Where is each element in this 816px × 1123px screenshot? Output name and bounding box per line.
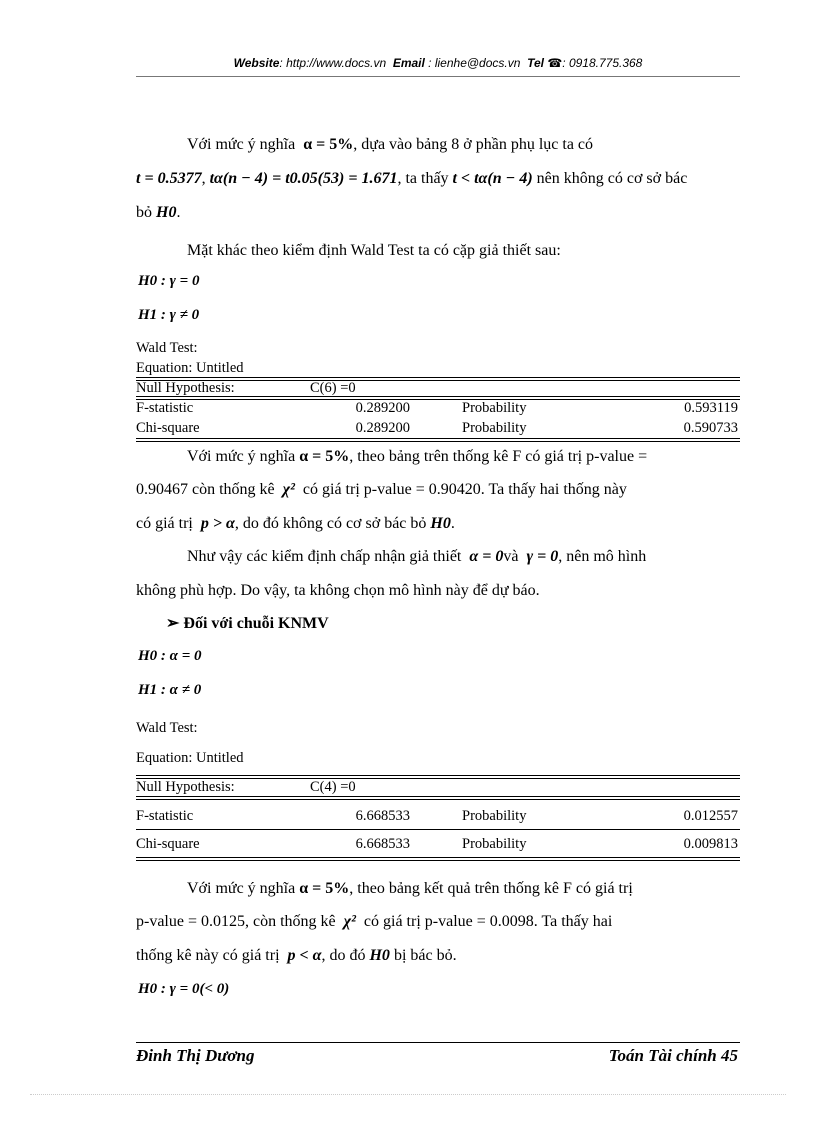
formula-ineq: t < tα(n − 4) xyxy=(452,170,533,187)
formula-alpha: α = 5% xyxy=(303,136,354,153)
wald-1-equation: Equation: Untitled xyxy=(136,360,244,376)
tel-value: : 0918.775.368 xyxy=(562,56,643,70)
table-row: Chi-square 6.668533 Probability 0.009813 xyxy=(136,836,738,852)
formula-h0: H0 xyxy=(156,204,177,221)
wald-2-row-rule xyxy=(136,829,740,830)
header-divider xyxy=(136,76,740,77)
paragraph-1-line-2: t = 0.5377, tα(n − 4) = t0.05(53) = 1.671, ta thấy t < tα(n − 4) nên không có cơ sở bác xyxy=(136,170,688,187)
formula-t: t = 0.5377 xyxy=(136,170,202,187)
email-label: Email xyxy=(392,56,425,70)
paragraph-2: Mặt khác theo kiểm định Wald Test ta có cặp giả thiết sau: xyxy=(187,242,561,259)
paragraph-5-line-2: p-value = 0.0125, còn thống kê χ² có giá trị p-value = 0.0098. Ta thấy hai xyxy=(136,913,613,930)
website-value[interactable]: : http://www.docs.vn xyxy=(279,56,387,70)
section-heading: ➢ Đối với chuỗi KNMV xyxy=(166,615,329,632)
wald-1-null-row: Null Hypothesis: C(6) =0 xyxy=(136,380,356,396)
footer-divider xyxy=(136,1042,740,1043)
formula-h0: H0 xyxy=(369,947,390,964)
hypothesis-2-h0: H0 : α = 0 xyxy=(138,648,202,664)
website-label: Website xyxy=(233,56,280,70)
wald-2-null-row: Null Hypothesis: C(4) =0 xyxy=(136,779,356,795)
table-row: F-statistic 6.668533 Probability 0.012557 xyxy=(136,808,738,824)
paragraph-5-line-1: Với mức ý nghĩa α = 5%, theo bảng kết quả trên thống kê F có giá trị xyxy=(187,880,633,897)
footer-author: Đinh Thị Dương xyxy=(136,1046,255,1065)
paragraph-1-line-3: bỏ H0. xyxy=(136,204,181,221)
table-row: F-statistic 0.289200 Probability 0.593119 xyxy=(136,400,738,416)
page-bottom-border xyxy=(30,1094,786,1095)
formula-chi-square: χ² xyxy=(282,481,295,498)
formula-chi-square: χ² xyxy=(343,913,356,930)
hypothesis-2-h1: H1 : α ≠ 0 xyxy=(138,682,202,698)
tel-label: Tel xyxy=(527,56,544,70)
wald-1-title: Wald Test: xyxy=(136,340,198,356)
page-header xyxy=(136,56,740,70)
formula-ineq: p > α xyxy=(200,515,235,532)
wald-2-mid-rule xyxy=(136,796,740,800)
paragraph-3-line-1: Với mức ý nghĩa α = 5%, theo bảng trên thống kê F có giá trị p-value = xyxy=(187,448,648,465)
formula-gamma-zero: γ = 0 xyxy=(526,548,559,565)
email-value[interactable]: : lienhe@docs.vn xyxy=(428,56,521,70)
formula-alpha-zero: α = 0 xyxy=(469,548,504,565)
paragraph-4-line-2: không phù hợp. Do vậy, ta không chọn mô hình này để dự báo. xyxy=(136,582,540,599)
formula-ineq: p < α xyxy=(287,947,322,964)
arrow-bullet-icon: ➢ xyxy=(166,615,180,632)
paragraph-5-line-3: thống kê này có giá trị p < α, do đó H0 bị bác bỏ. xyxy=(136,947,457,964)
wald-2-equation: Equation: Untitled xyxy=(136,750,244,766)
page-footer xyxy=(136,1046,740,1066)
formula-h0: H0 xyxy=(430,515,451,532)
table-row: Chi-square 0.289200 Probability 0.590733 xyxy=(136,420,738,436)
formula-alpha: α = 5% xyxy=(299,880,350,897)
formula-talpha: tα(n − 4) = t0.05(53) = 1.671 xyxy=(209,170,398,187)
formula-alpha: α = 5% xyxy=(299,448,350,465)
phone-icon: ☎ xyxy=(547,56,563,70)
wald-2-bottom-rule xyxy=(136,857,740,861)
footer-course: Toán Tài chính 45 xyxy=(608,1046,738,1065)
paragraph-3-line-3: có giá trị p > α, do đó không có cơ sở bác bỏ H0. xyxy=(136,515,455,532)
paragraph-4-line-1: Như vậy các kiểm định chấp nhận giả thiết α = 0và γ = 0, nên mô hình xyxy=(187,548,647,565)
wald-2-title: Wald Test: xyxy=(136,720,198,736)
hypothesis-1-h1: H1 : γ ≠ 0 xyxy=(138,307,200,323)
paragraph-3-line-2: 0.90467 còn thống kê χ² có giá trị p-value = 0.90420. Ta thấy hai thống này xyxy=(136,481,627,498)
hypothesis-3-h0: H0 : γ = 0(< 0) xyxy=(138,981,230,997)
paragraph-1-line-1: Với mức ý nghĩa α = 5%, dựa vào bảng 8 ở phần phụ lục ta có xyxy=(187,136,594,153)
hypothesis-1-h0: H0 : γ = 0 xyxy=(138,273,200,289)
